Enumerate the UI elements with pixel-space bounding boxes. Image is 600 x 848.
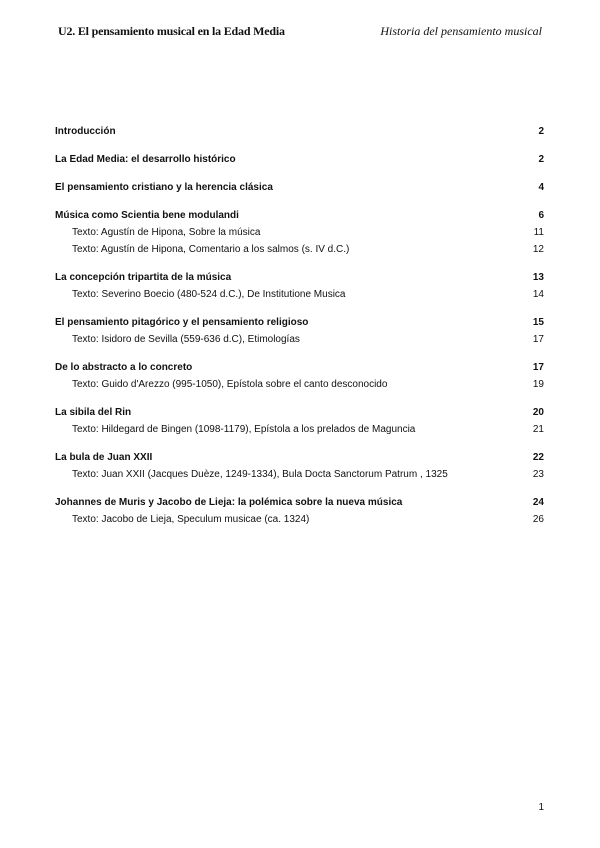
toc-entry[interactable] — [55, 315, 544, 331]
toc-subentry-page: 12 — [532, 244, 544, 255]
document-header-title: U2. El pensamiento musical en la Edad Media — [58, 24, 285, 38]
toc-section — [55, 152, 544, 168]
course-title: Historia del pensamiento musical — [380, 24, 542, 38]
toc-subentry-page: 14 — [532, 289, 544, 300]
toc-subentry[interactable] — [55, 421, 544, 438]
toc-section — [55, 208, 544, 258]
toc-entry[interactable] — [55, 360, 544, 376]
toc-entry-page: 20 — [532, 407, 544, 418]
toc-subentry-page: 21 — [532, 424, 544, 435]
toc-subentry[interactable] — [55, 241, 544, 258]
toc-subentry-page: 11 — [533, 227, 544, 238]
toc-entry-page: 17 — [532, 362, 544, 373]
toc-subentry-page: 26 — [532, 514, 544, 525]
toc-entry-page: 2 — [538, 154, 544, 165]
toc-subentry-title: Texto: Isidoro de Sevilla (559-636 d.C), Etimologías — [72, 334, 300, 345]
toc-entry[interactable] — [55, 152, 544, 168]
toc-entry-title: El pensamiento pitagórico y el pensamiento religioso — [55, 317, 309, 328]
toc-section — [55, 180, 544, 196]
toc-entry-page: 22 — [532, 452, 544, 463]
toc-entry-title: La sibila del Rin — [55, 407, 132, 418]
toc-section — [55, 315, 544, 348]
toc-entry-title: La Edad Media: el desarrollo histórico — [55, 154, 236, 165]
toc-entry-page: 6 — [538, 210, 544, 221]
toc-subentry[interactable] — [55, 286, 544, 303]
toc-entry-title: El pensamiento cristiano y la herencia clásica — [55, 182, 273, 193]
toc-subentry[interactable] — [55, 511, 544, 528]
toc-entry-title: La bula de Juan XXII — [55, 452, 153, 463]
toc-section — [55, 360, 544, 393]
toc-section — [55, 405, 544, 438]
toc-subentry-title: Texto: Guido d'Arezzo (995-1050), Epístola sobre el canto desconocido — [72, 379, 388, 390]
toc-section — [55, 450, 544, 483]
toc-subentry-page: 23 — [532, 469, 544, 480]
toc-section — [55, 124, 544, 140]
toc-subentry-title: Texto: Juan XXII (Jacques Duèze, 1249-1334), Bula Docta Sanctorum Patrum , 1325 — [72, 469, 448, 480]
toc-entry-page: 24 — [532, 497, 544, 508]
toc-entry-page: 13 — [532, 272, 544, 283]
toc-subentry-page: 17 — [532, 334, 544, 345]
toc-entry-title: Introducción — [55, 126, 116, 137]
toc-entry[interactable] — [55, 180, 544, 196]
toc-subentry-title: Texto: Jacobo de Lieja, Speculum musicae (ca. 1324) — [72, 514, 310, 525]
toc-entry-page: 2 — [538, 126, 544, 137]
toc-entry[interactable] — [55, 270, 544, 286]
toc-section — [55, 270, 544, 303]
toc-subentry[interactable] — [55, 466, 544, 483]
toc-entry-title: La concepción tripartita de la música — [55, 272, 232, 283]
toc-entry-title: Johannes de Muris y Jacobo de Lieja: la polémica sobre la nueva música — [55, 497, 403, 508]
page-header — [58, 24, 542, 44]
toc-subentry[interactable] — [55, 331, 544, 348]
toc-entry[interactable] — [55, 208, 544, 224]
toc-entry[interactable] — [55, 495, 544, 511]
page-number: 1 — [538, 802, 544, 813]
toc-entry-page: 15 — [532, 317, 544, 328]
toc-entry-page: 4 — [538, 182, 544, 193]
toc-section — [55, 495, 544, 528]
toc-subentry-title: Texto: Agustín de Hipona, Sobre la música — [72, 227, 261, 238]
table-of-contents — [55, 124, 544, 540]
toc-entry[interactable] — [55, 450, 544, 466]
toc-entry-title: Música como Scientia bene modulandi — [55, 210, 239, 221]
toc-subentry-title: Texto: Agustín de Hipona, Comentario a los salmos (s. IV d.C.) — [72, 244, 350, 255]
toc-entry-title: De lo abstracto a lo concreto — [55, 362, 193, 373]
toc-subentry-title: Texto: Severino Boecio (480-524 d.C.), De Institutione Musica — [72, 289, 346, 300]
toc-subentry-page: 19 — [532, 379, 544, 390]
toc-subentry-title: Texto: Hildegard de Bingen (1098-1179), Epístola a los prelados de Maguncia — [72, 424, 416, 435]
toc-entry[interactable] — [55, 405, 544, 421]
toc-entry[interactable] — [55, 124, 544, 140]
toc-subentry[interactable] — [55, 224, 544, 241]
toc-subentry[interactable] — [55, 376, 544, 393]
